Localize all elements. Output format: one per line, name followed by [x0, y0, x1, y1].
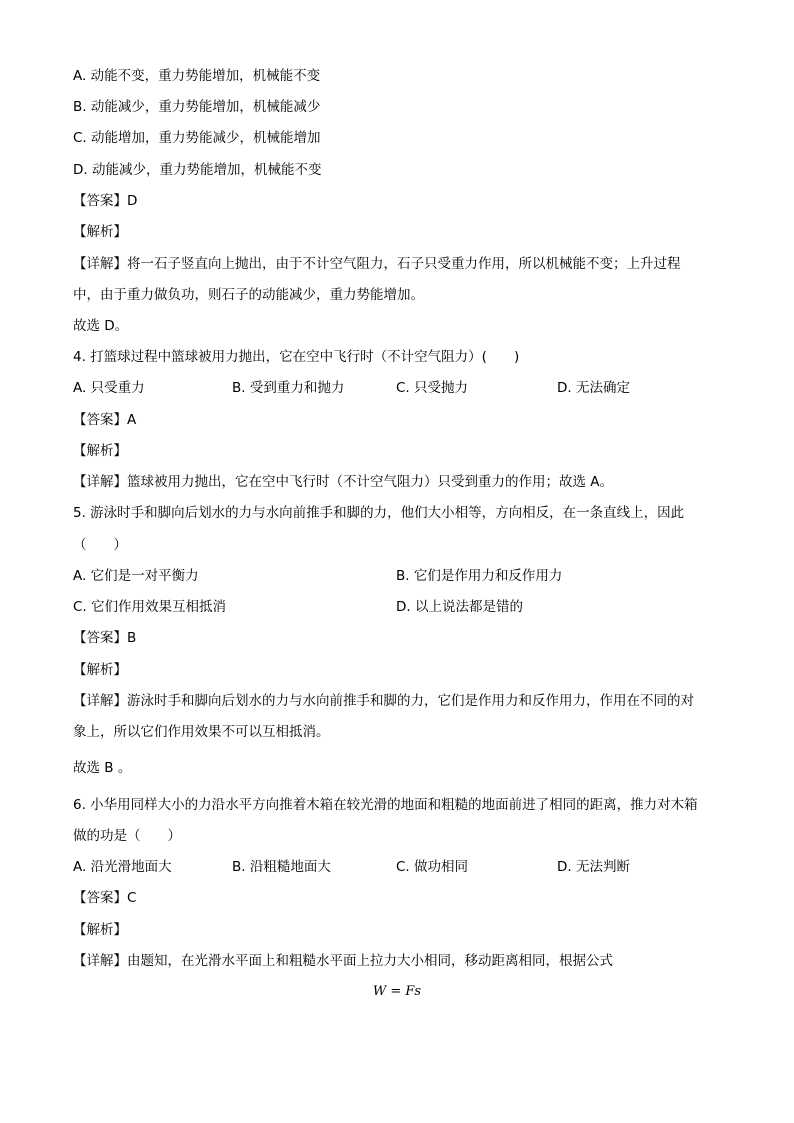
q5-option-b: B. 它们是作用力和反作用力	[396, 568, 563, 584]
q4-option-b: B. 受到重力和抛力	[232, 380, 345, 396]
q6-question-line2: 做的功是（ ）	[73, 828, 181, 844]
q6-option-c: C. 做功相同	[396, 859, 469, 875]
q4-answer: 【答案】A	[73, 412, 137, 428]
q4-analysis-label: 【解析】	[73, 443, 127, 459]
q6-option-a: A. 沿光滑地面大	[73, 859, 172, 875]
q3-analysis-label: 【解析】	[73, 224, 127, 240]
q6-formula: W = Fs	[372, 984, 422, 999]
q5-question-line1: 5. 游泳时手和脚向后划水的力与水向前推手和脚的力，他们大小相等，方向相反，在一条直线上，因此	[73, 505, 685, 521]
q5-option-a: A. 它们是一对平衡力	[73, 568, 199, 584]
q5-detail-line1: 【详解】游泳时手和脚向后划水的力与水向前推手和脚的力，它们是作用力和反作用力，作用在不同的对	[73, 693, 694, 709]
q6-option-d: D. 无法判断	[557, 859, 630, 875]
q3-answer: 【答案】D	[73, 193, 138, 209]
q5-option-c: C. 它们作用效果互相抵消	[73, 599, 227, 615]
q6-answer: 【答案】C	[73, 890, 137, 906]
q3-option-b: B. 动能减少，重力势能增加，机械能减少	[73, 99, 321, 115]
q5-conclusion: 故选 B 。	[73, 760, 132, 776]
q3-option-c: C. 动能增加，重力势能减少，机械能增加	[73, 130, 321, 146]
q3-detail-line2: 中，由于重力做负功，则石子的动能减少，重力势能增加。	[73, 287, 424, 303]
q5-option-d: D. 以上说法都是错的	[396, 599, 523, 615]
q3-option-a: A. 动能不变，重力势能增加，机械能不变	[73, 68, 321, 84]
q6-question-line1: 6. 小华用同样大小的力沿水平方向推着木箱在较光滑的地面和粗糙的地面前进了相同的距离，推力对木箱	[73, 797, 698, 813]
q4-option-c: C. 只受抛力	[396, 380, 469, 396]
q6-analysis-label: 【解析】	[73, 922, 127, 938]
q6-detail: 【详解】由题知，在光滑水平面上和粗糙水平面上拉力大小相同，移动距离相同，根据公式	[73, 953, 613, 969]
q4-option-d: D. 无法确定	[557, 380, 630, 396]
q5-answer: 【答案】B	[73, 630, 137, 646]
q3-detail-line1: 【详解】将一石子竖直向上抛出，由于不计空气阻力，石子只受重力作用，所以机械能不变；上升过程	[73, 256, 681, 272]
q4-option-a: A. 只受重力	[73, 380, 145, 396]
q5-analysis-label: 【解析】	[73, 662, 127, 678]
q4-question: 4. 打篮球过程中篮球被用力抛出，它在空中飞行时（不计空气阻力）( )	[73, 349, 520, 365]
q3-conclusion: 故选 D。	[73, 318, 129, 334]
q3-option-d: D. 动能减少，重力势能增加，机械能不变	[73, 162, 322, 178]
q6-option-b: B. 沿粗糙地面大	[232, 859, 331, 875]
q4-detail: 【详解】篮球被用力抛出，它在空中飞行时（不计空气阻力）只受到重力的作用；故选 A。	[73, 474, 614, 490]
q5-detail-line2: 象上，所以它们作用效果不可以互相抵消。	[73, 724, 330, 740]
q5-question-line2: （ ）	[73, 537, 127, 553]
